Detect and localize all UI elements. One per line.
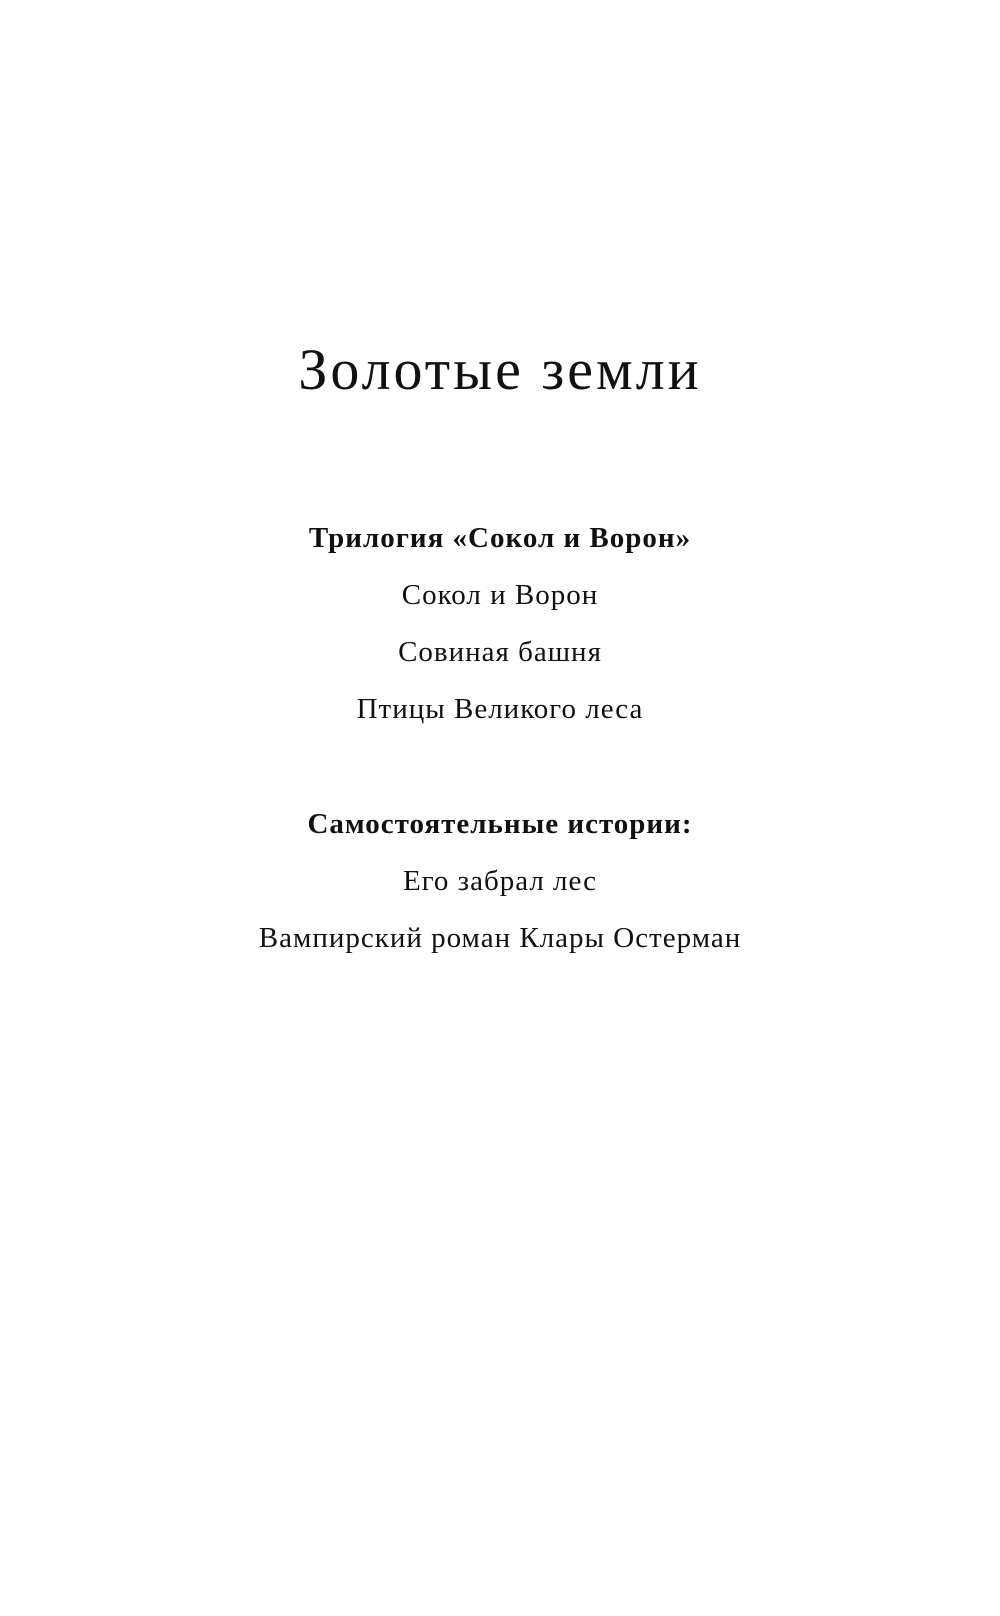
standalone-heading: Самостоятельные истории:: [307, 808, 693, 840]
series-book-item: Совиная башня: [398, 636, 602, 668]
standalone-book-list: [0, 853, 1000, 967]
series-book-list: [0, 567, 1000, 738]
series-book-item: Сокол и Ворон: [401, 579, 599, 611]
standalone-book-item: Его забрал лес: [402, 865, 597, 897]
series-section: [0, 510, 1000, 738]
series-book-item: Птицы Великого леса: [356, 693, 644, 725]
standalone-book-item: Вампирский роман Клары Остерман: [258, 922, 742, 954]
standalone-section: [0, 796, 1000, 967]
page-title: Золотые земли: [298, 337, 702, 402]
series-heading: Трилогия «Сокол и Ворон»: [308, 522, 692, 554]
